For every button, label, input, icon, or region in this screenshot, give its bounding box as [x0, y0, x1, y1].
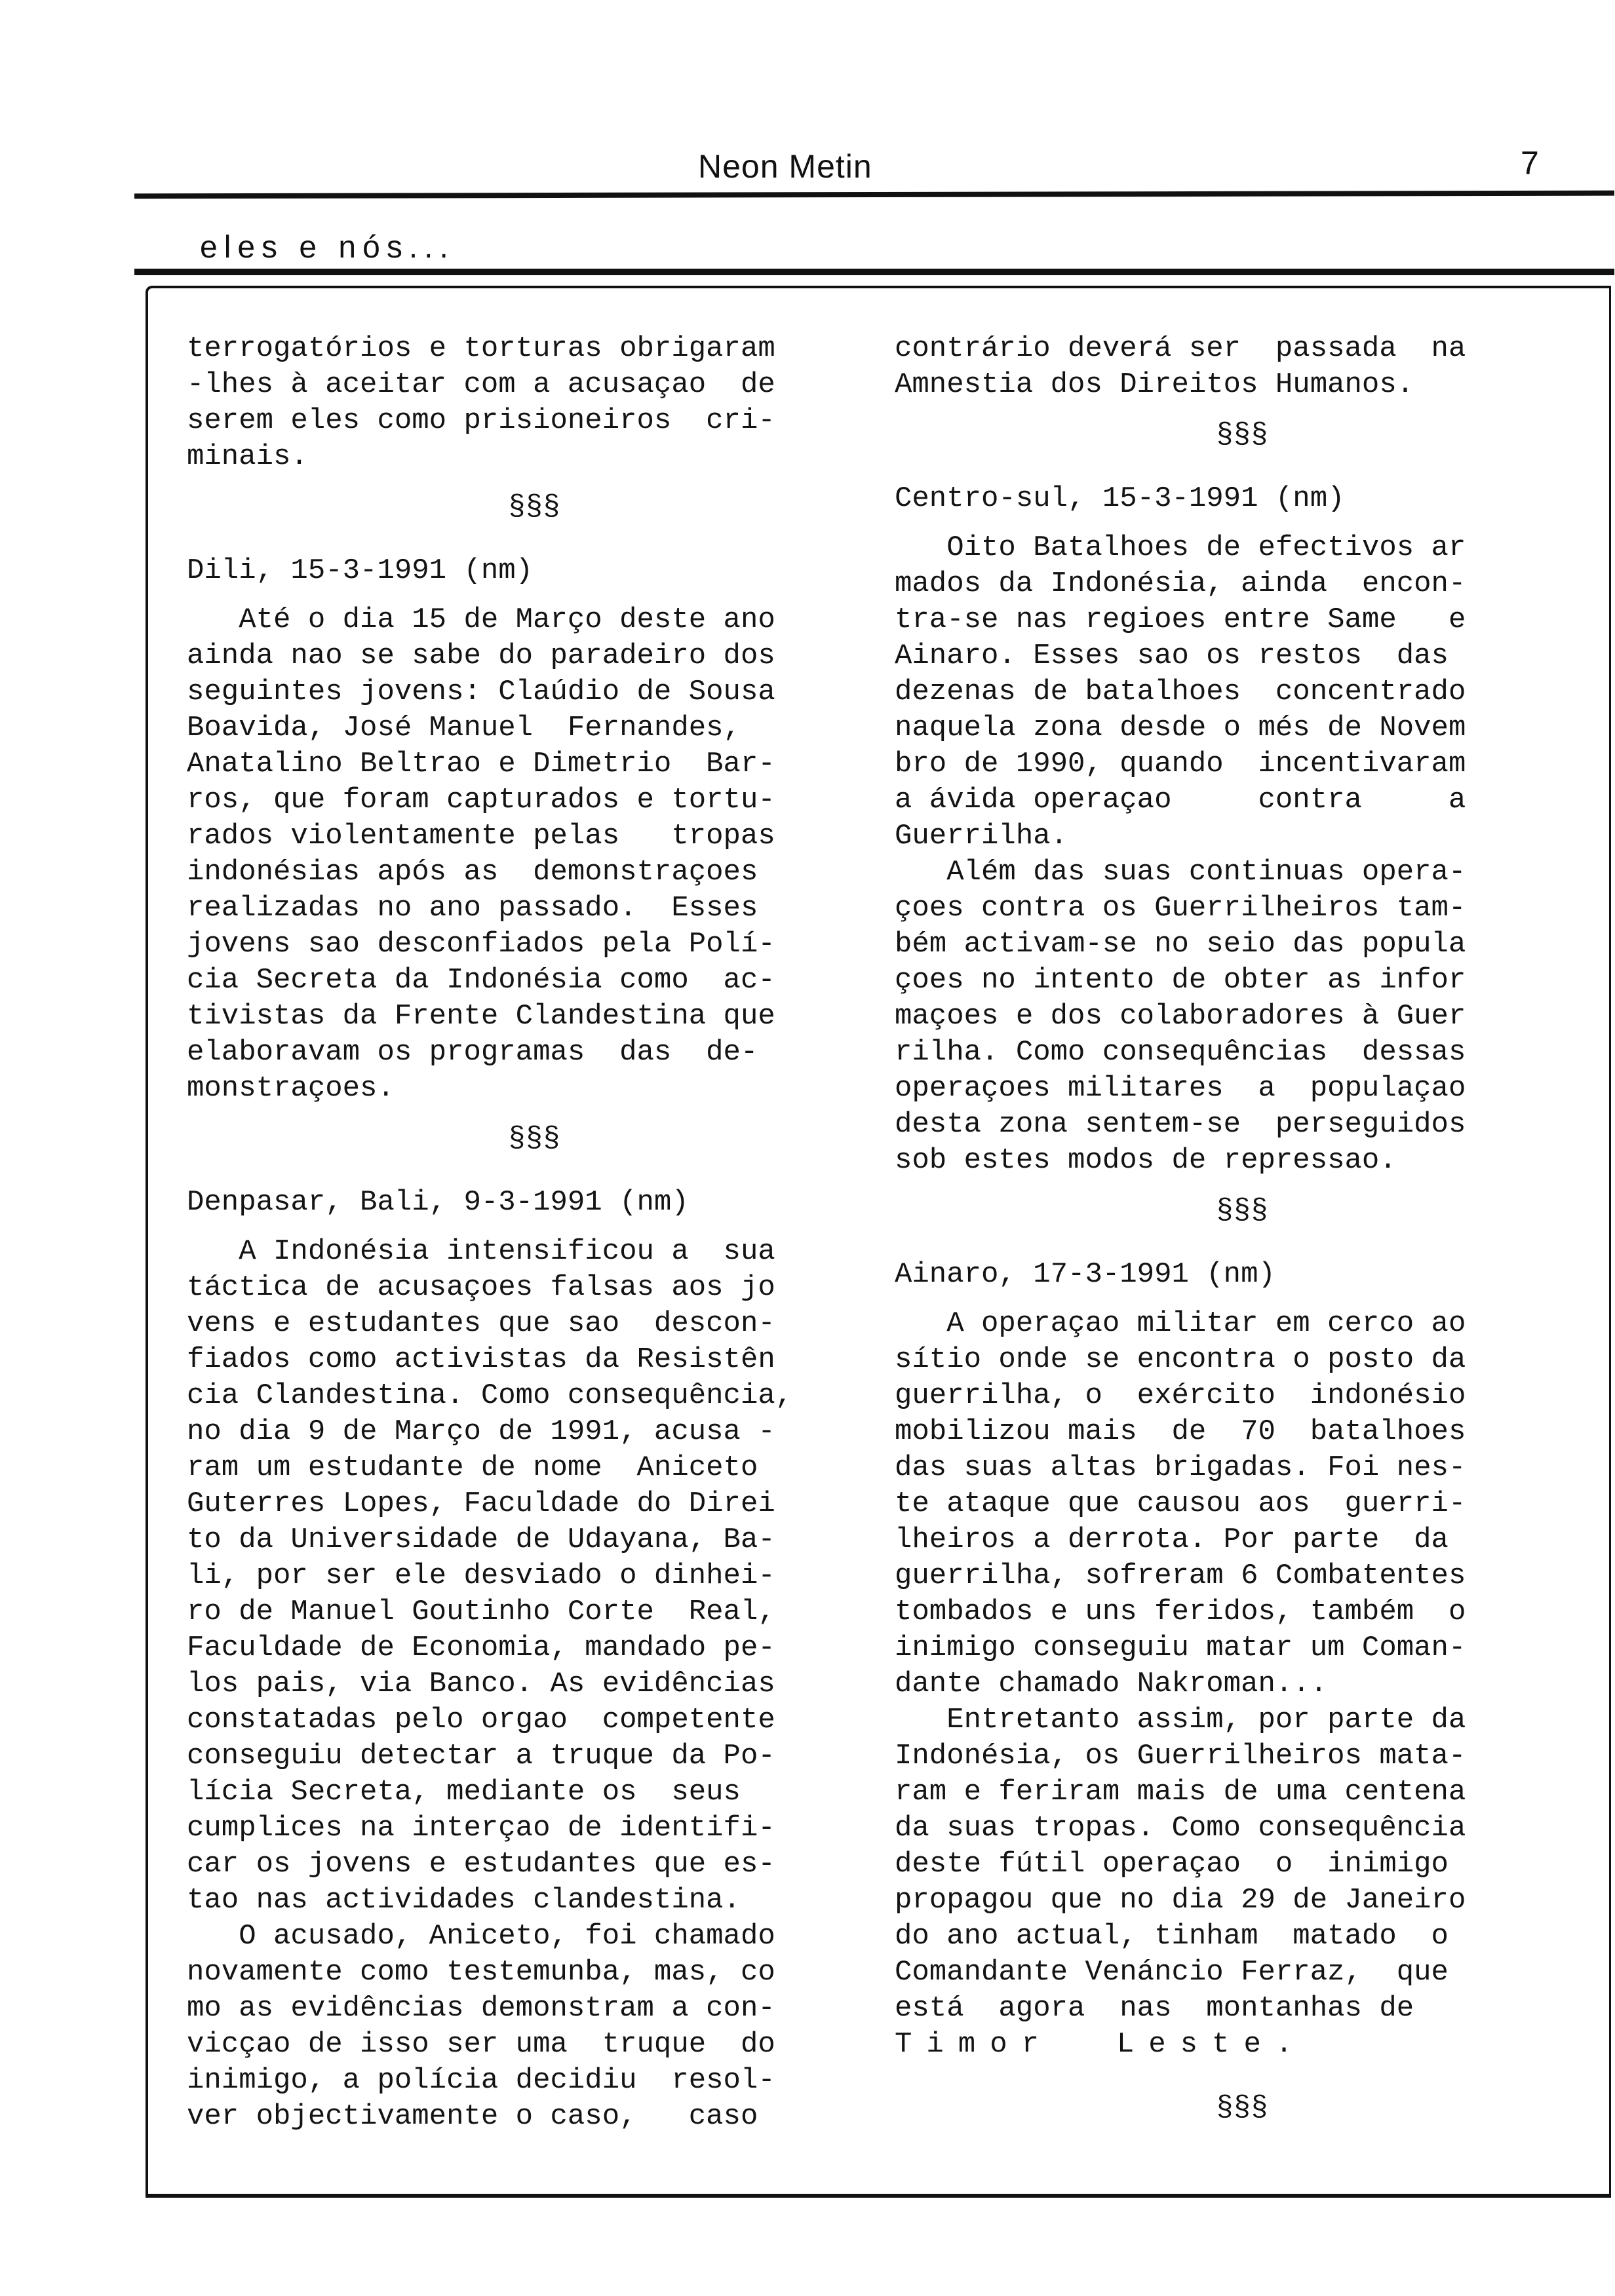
text-line: no dia 9 de Março de 1991, acusa - — [187, 1415, 775, 1448]
text-line: sob estes modos de repressao. — [895, 1144, 1397, 1177]
section-rule — [134, 269, 1614, 275]
text-line: vicçao de isso ser uma truque do — [187, 2028, 775, 2061]
text-line: do ano actual, tinham matado o — [895, 1920, 1449, 1953]
text-line: Entretanto assim, por parte da — [895, 1704, 1466, 1736]
text-line: ainda nao se sabe do paradeiro dos — [187, 640, 775, 672]
text-line: li, por ser ele desviado o dinhei- — [187, 1559, 775, 1592]
text-line: çoes contra os Guerrilheiros tam- — [895, 892, 1466, 925]
text-line: elaboravam os programas das de- — [187, 1036, 758, 1069]
text-line: A Indonésia intensificou a sua — [187, 1235, 775, 1268]
text-line: Indonésia, os Guerrilheiros mata- — [895, 1740, 1466, 1772]
section-title: eles e nós... — [200, 230, 455, 265]
text-line: ram um estudante de nome Aniceto — [187, 1451, 758, 1484]
text-line: mados da Indonésia, ainda encon- — [895, 567, 1466, 600]
text-line: dezenas de batalhoes concentrado — [895, 676, 1466, 708]
text-line: vens e estudantes que sao descon- — [187, 1307, 775, 1340]
text-line: maçoes e dos colaboradores à Guer — [895, 1000, 1466, 1033]
text-line: los pais, via Banco. As evidências — [187, 1668, 775, 1700]
text-line: fiados como activistas da Resistên — [187, 1343, 775, 1376]
text-line: to da Universidade de Udayana, Ba- — [187, 1523, 775, 1556]
text-line: deste fútil operaçao o inimigo — [895, 1848, 1449, 1881]
text-line: tombados e uns feridos, também o — [895, 1596, 1466, 1628]
article-body — [187, 1234, 882, 2135]
text-line: jovens sao desconfiados pela Polí- — [187, 928, 775, 961]
section-separator: §§§ — [508, 491, 560, 524]
text-line: Guerrilha. — [895, 820, 1068, 852]
text-line: Oito Batalhoes de efectivos ar — [895, 531, 1466, 564]
section-separator: §§§ — [508, 1122, 560, 1155]
section-separator: §§§ — [1216, 419, 1268, 451]
text-line: está agora nas montanhas de — [895, 1992, 1414, 2025]
text-line: Comandante Venáncio Ferraz, que — [895, 1956, 1449, 1989]
text-line: minais. — [187, 440, 308, 473]
text-line: conseguiu detectar a truque da Po- — [187, 1740, 775, 1772]
text-line: mobilizou mais de 70 batalhoes — [895, 1415, 1466, 1448]
text-line: ros, que foram capturados e tortu- — [187, 784, 775, 816]
continued-paragraph — [895, 331, 1589, 403]
text-line: A operaçao militar em cerco ao — [895, 1307, 1466, 1340]
article-dateline: Centro-sul, 15-3-1991 (nm) — [895, 482, 1345, 515]
text-line: tao nas actividades clandestina. — [187, 1884, 741, 1917]
section-separator: §§§ — [1216, 2092, 1268, 2124]
text-line: car os jovens e estudantes que es- — [187, 1848, 775, 1881]
article-body — [895, 530, 1589, 1179]
text-line: seguintes jovens: Claúdio de Sousa — [187, 676, 775, 708]
text-line: monstraçoes. — [187, 1072, 395, 1105]
spacer — [895, 2063, 1589, 2076]
text-line: -lhes à aceitar com a acusaçao de — [187, 368, 775, 401]
continued-paragraph — [187, 331, 882, 475]
text-line: inimigo, a polícia decidiu resol- — [187, 2064, 775, 2097]
text-line: mo as evidências demonstram a con- — [187, 1992, 775, 2025]
text-line: cia Clandestina. Como consequência, — [187, 1379, 793, 1412]
text-line: lheiros a derrota. Por parte da — [895, 1523, 1449, 1556]
text-line: operaçoes militares a populaçao — [895, 1072, 1466, 1105]
text-line: ver objectivamente o caso, caso — [187, 2100, 758, 2133]
text-line: dante chamado Nakroman... — [895, 1668, 1328, 1700]
text-line: constatadas pelo orgao competente — [187, 1704, 775, 1736]
section-separator: §§§ — [1216, 1195, 1268, 1227]
right-column — [895, 331, 1589, 2154]
text-line: te ataque que causou aos guerri- — [895, 1487, 1466, 1520]
text-line: tra-se nas regioes entre Same e — [895, 603, 1466, 636]
text-line: rilha. Como consequências dessas — [895, 1036, 1466, 1069]
text-line: lícia Secreta, mediante os seus — [187, 1776, 741, 1808]
article-dateline: Ainaro, 17-3-1991 (nm) — [895, 1258, 1275, 1291]
text-line: rados violentamente pelas tropas — [187, 820, 775, 852]
text-line: naquela zona desde o més de Novem — [895, 712, 1466, 744]
text-line: realizadas no ano passado. Esses — [187, 892, 758, 925]
text-line: das suas altas brigadas. Foi nes- — [895, 1451, 1466, 1484]
article-dateline: Dili, 15-3-1991 (nm) — [187, 554, 534, 587]
article-body — [187, 602, 882, 1107]
text-line: ro de Manuel Goutinho Corte Real, — [187, 1596, 775, 1628]
article-dateline: Denpasar, Bali, 9-3-1991 (nm) — [187, 1186, 689, 1219]
text-line: guerrilha, o exército indonésio — [895, 1379, 1466, 1412]
publication-title: Neon Metin — [698, 148, 872, 185]
text-line: Boavida, José Manuel Fernandes, — [187, 712, 741, 744]
text-line: ram e feriram mais de uma centena — [895, 1776, 1466, 1808]
text-line: contrário deverá ser passada na — [895, 332, 1466, 365]
article-denpasar — [187, 1185, 882, 2135]
article-centro-sul — [895, 481, 1589, 1179]
text-line: O acusado, Aniceto, foi chamado — [187, 1920, 775, 1953]
text-line: novamente como testemunba, mas, co — [187, 1956, 775, 1989]
text-line: guerrilha, sofreram 6 Combatentes — [895, 1559, 1466, 1592]
text-line: Ainaro. Esses sao os restos das — [895, 640, 1449, 672]
text-line: bro de 1990, quando incentivaram — [895, 748, 1466, 780]
text-line: sítio onde se encontra o posto da — [895, 1343, 1466, 1376]
text-line: desta zona sentem-se perseguidos — [895, 1108, 1466, 1141]
article-body — [895, 1306, 1589, 2063]
text-line: Além das suas continuas opera- — [895, 856, 1466, 889]
text-line: indonésias após as demonstraçoes — [187, 856, 758, 889]
article-ainaro — [895, 1257, 1589, 2063]
text-line: Faculdade de Economia, mandado pe- — [187, 1632, 775, 1664]
masthead — [0, 141, 1615, 193]
text-line: Guterres Lopes, Faculdade do Direi — [187, 1487, 775, 1520]
text-line: bém activam-se no seio das popula — [895, 928, 1466, 961]
text-line: tivistas da Frente Clandestina que — [187, 1000, 775, 1033]
text-line: cumplices na interçao de identifi- — [187, 1812, 775, 1845]
text-line: çoes no intento de obter as infor — [895, 964, 1466, 997]
text-line: Anatalino Beltrao e Dimetrio Bar- — [187, 748, 775, 780]
page-number: 7 — [1521, 145, 1539, 182]
text-line: propagou que no dia 29 de Janeiro — [895, 1884, 1466, 1917]
text-line: Até o dia 15 de Março deste ano — [187, 603, 775, 636]
text-line: Timor Leste. — [895, 2028, 1308, 2061]
left-column — [187, 331, 882, 2135]
text-line: a ávida operaçao contra a — [895, 784, 1466, 816]
text-line: inimigo conseguiu matar um Coman- — [895, 1632, 1466, 1664]
text-line: da suas tropas. Como consequência — [895, 1812, 1466, 1845]
text-line: terrogatórios e torturas obrigaram — [187, 332, 775, 365]
article-dili — [187, 553, 882, 1107]
text-line: Amnestia dos Direitos Humanos. — [895, 368, 1414, 401]
text-line: táctica de acusaçoes falsas aos jo — [187, 1271, 775, 1304]
text-line: cia Secreta da Indonésia como ac- — [187, 964, 775, 997]
text-line: serem eles como prisioneiros cri- — [187, 404, 775, 437]
